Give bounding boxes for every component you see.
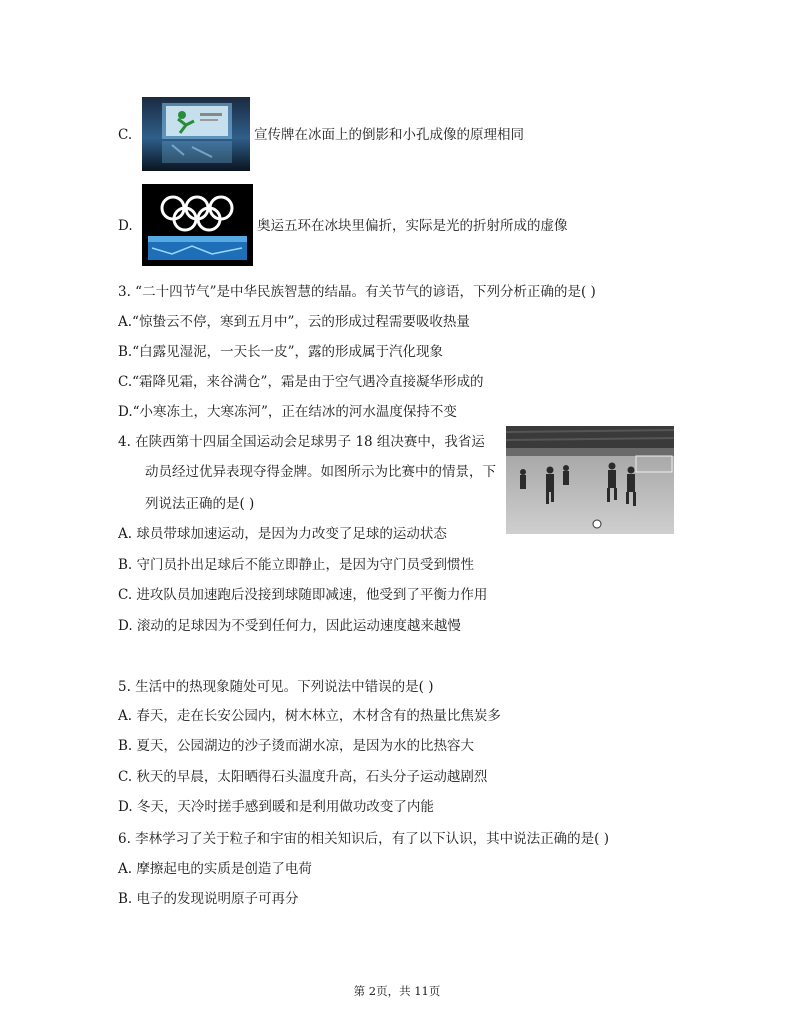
q4-stem-line-2: 动员经过优异表现夺得金牌。如图所示为比赛中的情景，下 <box>145 464 496 480</box>
q3-option-c: C.“霜降见霜，来谷满仓”，霜是由于空气遇冷直接凝华形成的 <box>118 374 484 390</box>
option-d-text: 奥运五环在冰块里偏折，实际是光的折射所成的虚像 <box>257 218 568 234</box>
q6-option-a: A. 摩擦起电的实质是创造了电荷 <box>118 861 312 877</box>
olympic-rings-image <box>142 184 253 266</box>
q6-stem: 6. 李林学习了关于粒子和宇宙的相关知识后，有了以下认识，其中说法正确的是( ) <box>118 831 609 847</box>
q4-option-c: C. 进攻队员加速跑后没接到球随即减速，他受到了平衡力作用 <box>118 587 488 603</box>
option-c-text: 宣传牌在冰面上的倒影和小孔成像的原理相同 <box>254 127 524 143</box>
option-d-letter: D. <box>118 218 133 234</box>
promo-board-image <box>142 97 250 171</box>
option-c-letter: C. <box>118 127 133 143</box>
q4-stem-line-3: 列说法正确的是( ) <box>145 496 255 512</box>
q3-option-a: A.“惊蛰云不停，寒到五月中”，云的形成过程需要吸收热量 <box>118 314 470 330</box>
page-footer: 第 2页，共 11页 <box>353 984 441 998</box>
q5-stem: 5. 生活中的热现象随处可见。下列说法中错误的是( ) <box>118 679 434 695</box>
q3-option-b: B.“白露见湿泥，一天长一皮”，露的形成属于汽化现象 <box>118 344 444 360</box>
q4-stem-line-1: 4. 在陕西第十四届全国运动会足球男子 18 组决赛中，我省运 <box>118 434 485 450</box>
q4-option-b: B. 守门员扑出足球后不能立即静止，是因为守门员受到惯性 <box>118 557 475 573</box>
q4-option-d: D. 滚动的足球因为不受到任何力，因此运动速度越来越慢 <box>118 618 461 634</box>
football-match-photo <box>506 426 674 534</box>
q5-option-b: B. 夏天，公园湖边的沙子烫而湖水凉，是因为水的比热容大 <box>118 738 475 754</box>
q3-option-d: D.“小寒冻土，大寒冻河”，正在结冰的河水温度保持不变 <box>118 404 457 420</box>
q5-option-c: C. 秋天的早晨，太阳晒得石头温度升高，石头分子运动越剧烈 <box>118 769 488 785</box>
q6-option-b: B. 电子的发现说明原子可再分 <box>118 891 299 907</box>
q5-option-d: D. 冬天，天冷时搓手感到暖和是利用做功改变了内能 <box>118 799 434 815</box>
q3-stem: 3. “二十四节气”是中华民族智慧的结晶。有关节气的谚语，下列分析正确的是( ) <box>118 284 596 300</box>
q4-option-a: A. 球员带球加速运动，是因为力改变了足球的运动状态 <box>118 526 447 542</box>
q5-option-a: A. 春天，走在长安公园内，树木林立，木材含有的热量比焦炭多 <box>118 708 501 724</box>
